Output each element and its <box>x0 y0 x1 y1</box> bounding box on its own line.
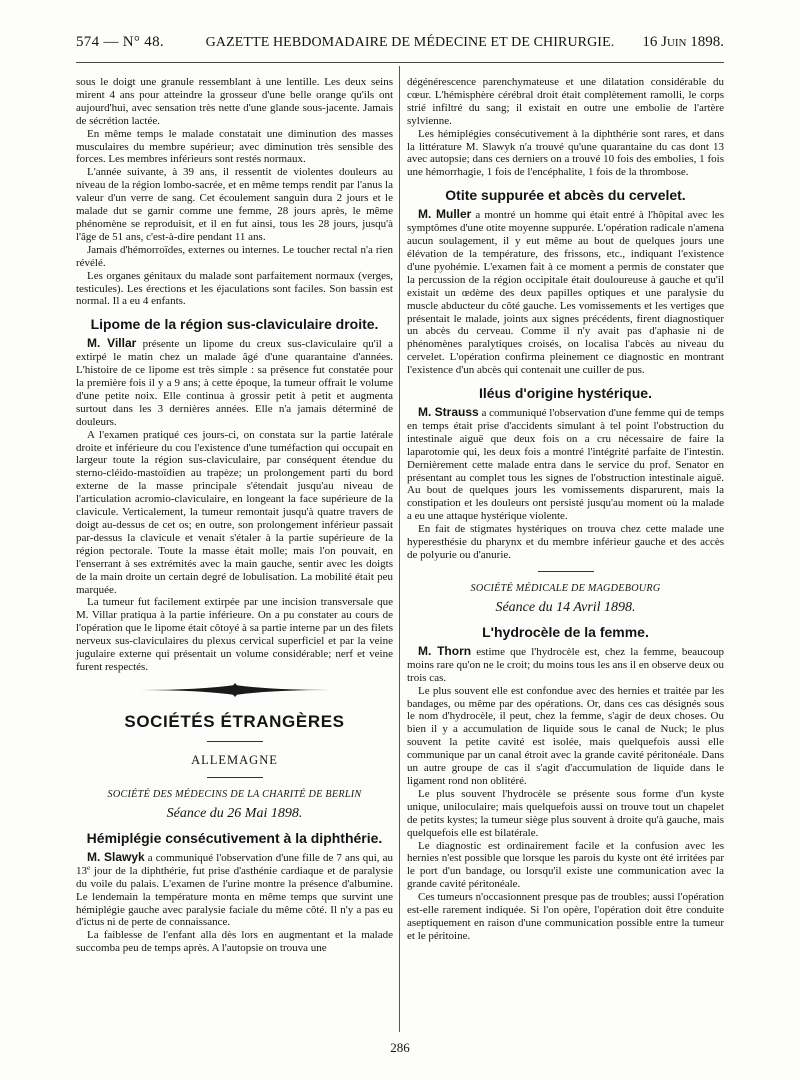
paragraph-text: La tumeur fut facilement extirpée par une incision transversale que M. Villar pratiqua à la partie inférieure. On a pu constater au cours de l'opération que le lipome était côtoyé à sa partie interne par un des filets nerveux sus-claviculaires du plexus cervical superficiel et par la veine jugulaire externe qui présentait un volume considérable; nerf et veine furent respectés. <box>76 596 393 673</box>
paragraph-text: a communiqué l'observation d'une fille de 7 ans qui, au 13 <box>76 851 393 877</box>
paragraph-text: présente un lipome du creux sus-claviculaire qu'il a extirpé le matin chez un malade âgé d'une quarantaine d'années. L'histoire de ce lipome est très simple : sa présence fut constatée pour la première fois il y a 9 ans; à cette époque, la tumeur offrait le volume d'une petite noix. Elle continua à grossir petit à petit et augmenta surtout dans les 3 dernières années. Elle n'a jamais déterminé de douleurs. <box>76 338 393 428</box>
paragraph <box>76 851 393 929</box>
paragraph <box>407 406 724 523</box>
article-heading: Iléus d'origine hystérique. <box>479 385 652 402</box>
paragraph <box>407 788 724 840</box>
page-and-issue-number: 574 — N° 48. <box>76 34 164 50</box>
session-date: Séance du 26 Mai 1898. <box>166 805 303 821</box>
paragraph-text: Le diagnostic est ordinairement facile et la confusion avec les hernies n'est possible que lorsque les parois du kyste ont été irritées par le port d'un bandage, ou lorsqu'il existe une communication avec la grande cavité péritonéale. <box>407 839 724 891</box>
short-rule <box>207 741 263 742</box>
country-heading: ALLEMAGNE <box>191 752 278 767</box>
paragraph-text: Le plus souvent elle est confondue avec des hernies et traitée par les bandages, ou même par des opérations. Or, dans ces cas désignés sous le nom d'hydrocèle, il peut, chez la femme, s'agir de deux choses. Ou bien il y a accumulation de liquide sous le canal de Nuck; le plus souvent la petite cavité est isolée, mais quelquefois aussi elle communique par un canal étroit avec la grande cavité péritonéale. Dans un autre groupe de cas il s'agit d'accumulation de liquide dans le ligament rond non oblitéré. <box>407 684 724 787</box>
paragraph-text: La faiblesse de l'enfant alla dès lors en augmentant et la malade succomba peu de temps après. A l'autopsie on trouva une <box>76 929 393 955</box>
paragraph <box>76 429 393 597</box>
short-rule <box>207 777 263 778</box>
paragraph <box>407 523 724 562</box>
paragraph-text: Les organes génitaux du malade sont parfaitement normaux (verges, testicules). Les érections et les éjaculations sont faciles. Son bassin est normal. Il a eu 4 enfants. <box>76 269 393 308</box>
paragraph-text: a communiqué l'observation d'une femme qui de temps en temps était prise d'accidents simulant à tel point l'obstruction du intestinale aiguë que deux fois on a cru nécessaire de faire la laparotomie qui, les deux fois a montré l'intégrité parfaite de l'intestin. Dernièrement cette malade entra dans le service du prof. Senator en présentant au complet tous les signes de l'obstruction intestinale aiguë. Au bout de quelques jours les vomissements disparurent, mais la constipation et les douleurs ont persisté jusqu'au moment où la malade a eu une attaque hystérique violente. <box>407 407 724 523</box>
paragraph <box>407 128 724 180</box>
paragraph-text: L'année suivante, à 39 ans, il ressentit de violentes douleurs au niveau de la région lombo-sacrée, et en même temps rendit par l'anus la valeur d'un verre de sang. Cet écoulement sanguin dura 2 jours et le malade dut se garnir comme une femme, 28 jours après, le même phénomène se reproduisit, et il en fut ainsi, tous les 28 jours, jusqu'à l'âge de 51 ans, c'est-à-dire pendant 11 ans. <box>76 166 393 243</box>
paragraph-text: Jamais d'hémorroïdes, externes ou internes. Le toucher rectal n'a rien révélé. <box>76 243 393 269</box>
short-rule <box>538 571 594 572</box>
paragraph-text: estime que l'hydrocèle est, chez la femme, beaucoup moins rare qu'on ne le croit; du moins tous les ans il en observe deux ou trois cas. <box>407 645 725 684</box>
speaker-name: M. Strauss <box>418 405 479 420</box>
paragraph <box>407 208 724 377</box>
paragraph-text: sous le doigt une granule ressemblant à une lentille. Les deux seins mirent 4 ans pour atteindre la grosseur d'une belle orange qu'ils ont aujourd'hui, avec sensation très nette d'une glande sous-jacente. Jamais de sécrétion lactée. <box>76 76 393 127</box>
paragraph-text: Ces tumeurs n'occasionnent presque pas de troubles; aussi l'opération est-elle rarement indiquée. Si l'on opère, l'opération doit être conduite aseptiquement en raison d'une communication possible entre la tumeur et le péritoine. <box>407 891 724 942</box>
left-column <box>76 76 393 955</box>
paragraph <box>76 244 393 270</box>
speaker-name: M. Slawyk <box>87 849 145 864</box>
paragraph-text: jour de la diphthérie, fut prise d'asthénie cardiaque et de paralysie du voile du palais. L'examen de l'urine montre la présence d'albumine. Le lendemain la température monta en même temps que survint une hémiplégie gauche avec paralysie faciale du même côté. Il n'y a pas eu d'ictus ni de perte de connaissance. <box>76 864 393 929</box>
paragraph <box>76 128 393 167</box>
footer-page-number: 286 <box>390 1040 410 1055</box>
paragraph <box>76 270 393 309</box>
paragraph <box>76 929 393 955</box>
paragraph-text: a montré un homme qui était entré à l'hôpital avec les symptômes d'une otite moyenne suppurée. L'opération radicale n'amena aucun soulagement, il y eut même au bout de quelques jours une élévation de la température, des frissons, etc., indiquant l'existence d'une pyohémie. L'examen fait à ce moment a permis de constater que la percussion de la région occipitale était douloureuse à gauche et qu'il existait un œdème des deux papilles optiques et une paralysie du muscle abducteur du côté gauche. Les vomissements et les vertiges que présentait le malade, joints aux signes précédents, firent diagnostiquer un abcès du cerveau. Comme il n'y avait pas d'aphasie ni de phénomènes paralytiques croisés, on localisa l'abcès au niveau du cervelet. L'opération confirma pleinement ce diagnostic en montrant l'existence d'un abcès qui contenait une cuiller de pus. <box>407 209 724 377</box>
paragraph-text: dégénérescence parenchymateuse et une dilatation considérable du cœur. L'hémisphère cérébral droit était complètement ramolli, le corps strié infiltré du sang; il existait en outre une embolie de l'artère sylvienne. <box>407 76 724 127</box>
ornament-swell-icon <box>140 682 330 698</box>
header-rule <box>76 62 724 63</box>
issue-date: 16 Juin 1898. <box>642 34 724 50</box>
paragraph-text: A l'examen pratiqué ces jours-ci, on constata sur la partie latérale droite et inférieure du cou l'existence d'une tuméfaction qui occupait en largeur toute la région sus-claviculaire, par conséquent étendue du sterno-cléido-mastoïdien au trapèze; un prolongement parti du bord externe de la masse principale s'étendait jusqu'au niveau de l'articulation acromio-claviculaire, en longeant la face supérieure de la clavicule. Verticalement, la tumeur remontait jusqu'à quatre travers de doigt au-dessus de cet os; en outre, son prolongement inférieur passait par-dessus la clavicule et venait s'étaler à la partie supérieure de la région pectorale. Toute la masse était molle; mais l'on pouvait, en l'enserrant à ses extrémités avec la main gauche, sentir avec les doigts de la main droite un certain degré de lobulisation. La mobilité était peu marquée. <box>76 428 393 596</box>
paragraph <box>407 76 724 128</box>
journal-title: GAZETTE HEBDOMADAIRE DE MÉDECINE ET DE CHIRURGIE. <box>205 35 615 50</box>
ordinal-superscript: e <box>87 863 91 872</box>
speaker-name: M. Muller <box>418 207 472 222</box>
session-date: Séance du 14 Avril 1898. <box>495 599 636 615</box>
society-name: SOCIÉTÉ DES MÉDECINS DE LA CHARITÉ DE BERLIN <box>107 788 362 800</box>
article-heading: Hémiplégie consécutivement à la diphthérie. <box>86 829 383 846</box>
right-column <box>407 76 724 943</box>
ornamental-divider <box>76 682 393 698</box>
paragraph <box>407 891 724 943</box>
paragraph <box>76 76 393 128</box>
article-heading: L'hydrocèle de la femme. <box>482 623 649 640</box>
speaker-name: M. Villar <box>87 336 137 351</box>
paragraph-text: En fait de stigmates hystériques on trouva chez cette malade une hyperesthésie du pharynx et du membre inférieur gauche et des accès de polyurie ou d'anurie. <box>407 523 724 561</box>
paragraph-text: Les hémiplégies consécutivement à la diphthérie sont rares, et dans la littérature M. Slawyk n'a trouvé qu'une quarantaine du cas dont 13 avec autopsie; dans ces derniers on a trouvé 10 fois des embolies, 1 fois une hémorrhagie, 1 fois de l'encéphalite, 1 fois de la thrombose. <box>407 127 724 179</box>
paragraph <box>407 685 724 788</box>
paragraph-text: En même temps le malade constatait une diminution des masses musculaires du membre supérieur; avec diminution très sensible des forces. Les membres inférieurs sont restés normaux. <box>76 127 393 166</box>
paragraph <box>407 645 724 685</box>
paragraph <box>407 840 724 892</box>
column-divider <box>399 66 400 1032</box>
society-name: SOCIÉTÉ MÉDICALE DE MAGDEBOURG <box>470 582 661 594</box>
paragraph <box>76 337 393 428</box>
article-heading: Otite suppurée et abcès du cervelet. <box>445 187 686 204</box>
speaker-name: M. Thorn <box>418 643 472 658</box>
paragraph <box>76 166 393 243</box>
paragraph <box>76 596 393 673</box>
paragraph-text: Le plus souvent l'hydrocèle se présente sous forme d'un kyste unique, uniloculaire; mais quelquefois aussi on trouve tout un chapelet de petits kystes; la tumeur siège plus souvent à droite qu'à gauche, mais quelquefois elle est bilatérale. <box>407 787 724 839</box>
section-title: SOCIÉTÉS ÉTRANGÈRES <box>124 711 345 731</box>
article-heading: Lipome de la région sus-claviculaire droite. <box>90 316 379 333</box>
